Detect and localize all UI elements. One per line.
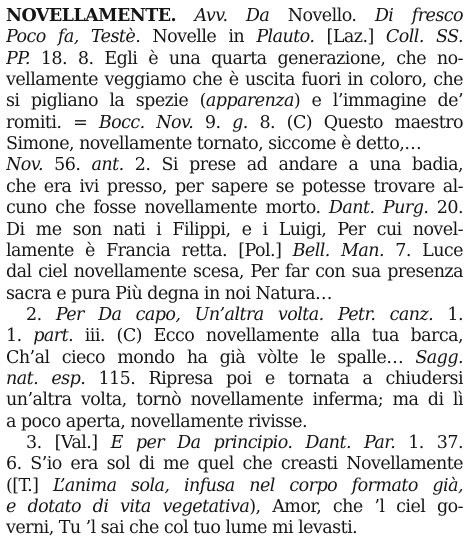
text-segment: Di me son nati i Filippi, e i Luigi, Per cui novel- bbox=[6, 219, 463, 240]
text-segment: ant. bbox=[91, 155, 124, 176]
text-segment: Plauto. bbox=[256, 27, 315, 48]
text-segment: 20. bbox=[428, 198, 463, 219]
text-segment: Dant. Purg. bbox=[328, 198, 429, 219]
text-segment: sacra e pura Più degna in noi Natura… bbox=[6, 283, 332, 304]
text-line bbox=[6, 516, 463, 540]
text-segment: 1. 37. bbox=[395, 433, 463, 453]
text-segment: Bocc. Nov. bbox=[98, 112, 194, 133]
text-segment bbox=[176, 6, 194, 26]
text-segment: Per Da capo, Un’altra volta. Petr. canz. bbox=[55, 304, 434, 325]
text-segment: Simone, novellamente tornato, siccome è detto,… bbox=[6, 134, 422, 155]
text-segment: 3. [Val.] bbox=[26, 433, 111, 453]
text-segment: lamente è Francia retta. [Pol.] bbox=[6, 240, 293, 261]
text-segment: vellamente veggiamo che è uscita fuori in coloro, che bbox=[6, 70, 463, 91]
text-segment: un’altra volta, tornò novellamente inferma; ma di lì bbox=[6, 390, 463, 411]
text-segment: 115. Ripresa poi e tornata a chiudersi bbox=[85, 368, 463, 389]
text-segment: 1. bbox=[6, 326, 34, 347]
text-segment: Avv. Da bbox=[194, 6, 270, 26]
text-segment: 6. S’io era sol di me quel che creasti Novellamente bbox=[6, 454, 463, 475]
text-segment: e dotato di vita vegetativa bbox=[6, 497, 250, 518]
text-segment: 2. Si prese ad andare a una badia, bbox=[123, 155, 463, 176]
text-segment: 1. bbox=[433, 304, 463, 325]
text-segment: ([T.] bbox=[6, 475, 53, 496]
text-segment: ) e l’immagine de’ bbox=[293, 91, 463, 112]
text-segment: 56. bbox=[43, 155, 92, 176]
headword: NOVELLAMENTE. bbox=[6, 6, 177, 26]
text-segment: nat. esp. bbox=[6, 368, 86, 389]
text-segment: Di fresco bbox=[374, 6, 463, 26]
text-segment: Bell. Man. bbox=[292, 240, 385, 261]
text-segment: Poco fa, Testè. bbox=[6, 27, 141, 48]
text-segment: Ch’al cieco mondo ha già vòlte le spalle… bbox=[6, 347, 416, 368]
text-segment: 9. bbox=[193, 112, 233, 133]
text-segment: g. bbox=[232, 112, 248, 133]
text-segment: part. bbox=[33, 326, 74, 347]
text-segment: [Laz.] bbox=[314, 27, 386, 48]
text-segment: cuno che fosse novellamente morto. bbox=[6, 198, 329, 219]
text-segment: verni, Tu ’l sai che col tuo lume mi levasti. bbox=[6, 518, 358, 539]
text-segment: romiti. = bbox=[6, 112, 99, 133]
text-segment: PP. bbox=[6, 48, 30, 69]
text-segment: Novelle in bbox=[140, 27, 257, 48]
text-segment: E per Da principio. Dant. Par. bbox=[110, 433, 396, 453]
text-segment: si pigliano la spezie ( bbox=[6, 91, 206, 112]
text-segment: Novello. bbox=[269, 6, 375, 26]
text-segment: apparenza bbox=[205, 91, 294, 112]
text-segment: a poco aperta, novellamente rivisse. bbox=[6, 411, 307, 432]
text-segment: 18. 8. Egli è una quarta generazione, che no- bbox=[29, 48, 463, 69]
text-segment: L’anima sola, infusa nel corpo formato già, bbox=[52, 475, 463, 496]
text-segment: 2. bbox=[26, 304, 56, 325]
text-segment: Sagg. bbox=[415, 347, 463, 368]
text-segment: iii. (C) Ecco novellamente alla tua barca, bbox=[73, 326, 463, 347]
text-segment: che era ivi presso, per sapere se potesse trovare al- bbox=[6, 176, 463, 197]
text-segment: dal ciel novellamente scesa, Per far con sua presenza bbox=[6, 262, 463, 283]
text-segment: 8. (C) Questo maestro bbox=[247, 112, 463, 133]
text-segment: 7. Luce bbox=[384, 240, 463, 261]
text-segment: ), Amor, che ’l ciel go- bbox=[249, 497, 463, 518]
text-segment: Nov. bbox=[6, 155, 44, 176]
text-segment: Coll. SS. bbox=[385, 27, 463, 48]
